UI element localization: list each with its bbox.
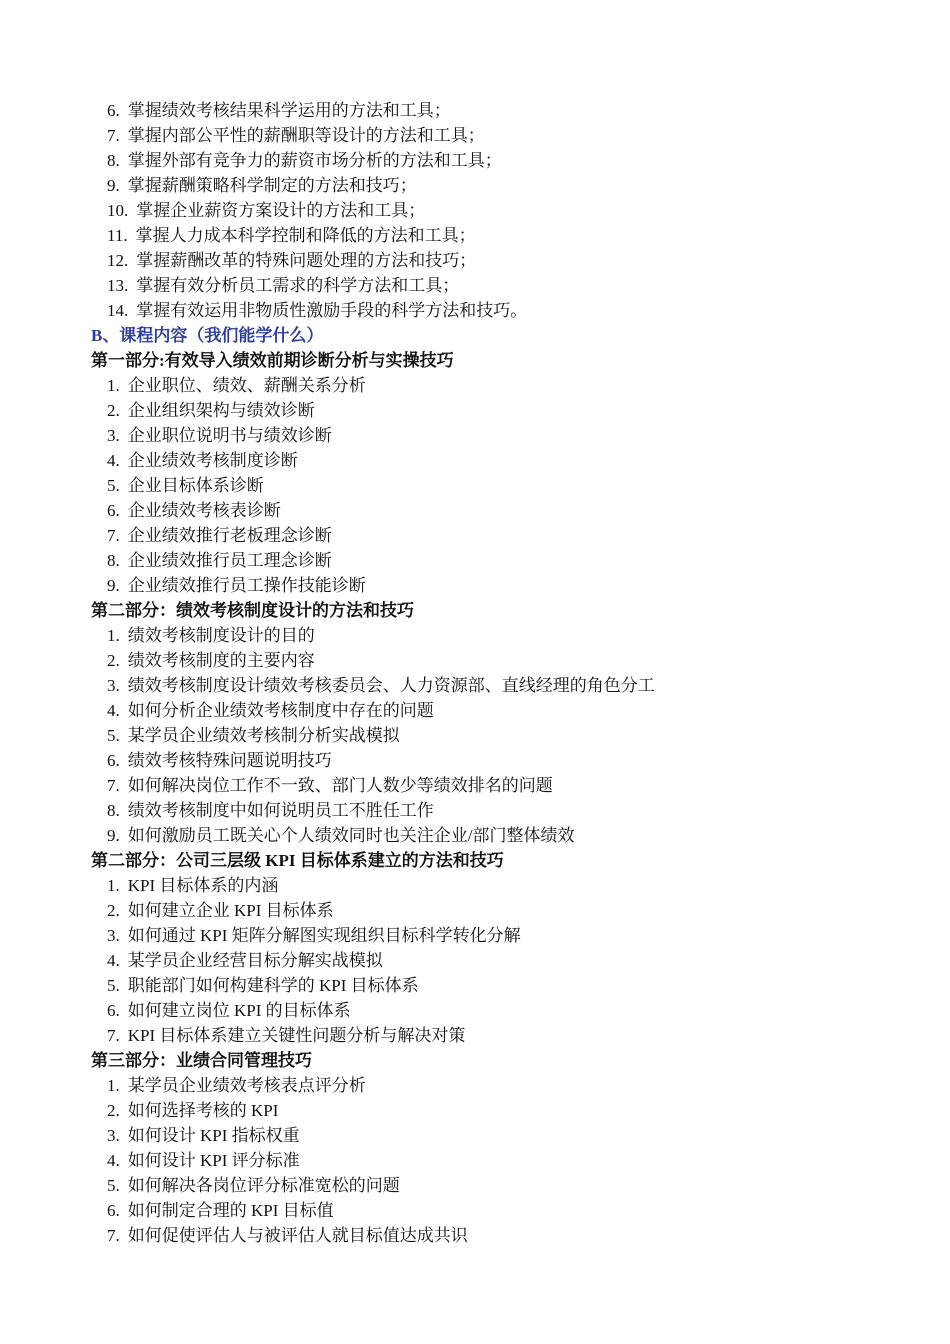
list-item <box>91 748 891 773</box>
list-item <box>91 1123 891 1148</box>
list-number: 1. <box>107 626 120 645</box>
list-number: 4. <box>107 1151 120 1170</box>
list-item <box>91 473 891 498</box>
list-item-text: 如何解决各岗位评分标准宽松的问题 <box>127 1176 400 1195</box>
list-item-text: 如何建立企业 KPI 目标体系 <box>127 901 334 920</box>
list-item <box>91 1023 891 1048</box>
objective-text: 掌握人力成本科学控制和降低的方法和工具； <box>135 226 476 245</box>
list-item <box>91 923 891 948</box>
list-item <box>91 573 891 598</box>
list-number: 12. <box>107 251 129 270</box>
list-number: 6. <box>107 1201 120 1220</box>
list-number: 9. <box>107 576 120 595</box>
objective-item <box>91 298 891 323</box>
list-number: 2. <box>107 651 120 670</box>
list-item <box>91 648 891 673</box>
list-number: 7. <box>107 1226 120 1245</box>
list-number: 3. <box>107 926 120 945</box>
objective-text: 掌握内部公平性的薪酬职等设计的方法和工具； <box>127 126 485 145</box>
list-item <box>91 423 891 448</box>
list-item <box>91 498 891 523</box>
list-number: 5. <box>107 976 120 995</box>
list-number: 3. <box>107 1126 120 1145</box>
list-item-text: 绩效考核制度设计的目的 <box>127 626 315 645</box>
objective-text: 掌握外部有竞争力的薪资市场分析的方法和工具； <box>127 151 502 170</box>
objective-item <box>91 248 891 273</box>
objective-item <box>91 223 891 248</box>
list-item <box>91 698 891 723</box>
list-item <box>91 398 891 423</box>
part-title: 第一部分:有效导入绩效前期诊断分析与实操技巧 <box>91 351 454 370</box>
list-item <box>91 373 891 398</box>
list-number: 3. <box>107 426 120 445</box>
course-parts <box>91 348 891 1248</box>
list-item <box>91 973 891 998</box>
list-item <box>91 448 891 473</box>
list-item <box>91 823 891 848</box>
list-number: 1. <box>107 876 120 895</box>
list-number: 5. <box>107 476 120 495</box>
list-item-text: 某学员企业经营目标分解实战模拟 <box>127 951 383 970</box>
list-item-text: 某学员企业绩效考核制分析实战模拟 <box>127 726 400 745</box>
list-item <box>91 1073 891 1098</box>
list-number: 14. <box>107 301 129 320</box>
list-item <box>91 1098 891 1123</box>
list-item-text: 如何解决岗位工作不一致、部门人数少等绩效排名的问题 <box>127 776 553 795</box>
objective-text: 掌握薪酬改革的特殊问题处理的方法和技巧； <box>136 251 477 270</box>
list-number: 7. <box>107 526 120 545</box>
list-item-text: 企业职位、绩效、薪酬关系分析 <box>127 376 366 395</box>
list-item-text: 企业职位说明书与绩效诊断 <box>127 426 332 445</box>
list-item <box>91 798 891 823</box>
list-item-text: 职能部门如何构建科学的 KPI 目标体系 <box>127 976 419 995</box>
objective-text: 掌握有效分析员工需求的科学方法和工具； <box>136 276 460 295</box>
objective-item <box>91 198 891 223</box>
list-number: 4. <box>107 951 120 970</box>
list-number: 5. <box>107 1176 120 1195</box>
list-item <box>91 623 891 648</box>
list-number: 7. <box>107 1026 120 1045</box>
list-number: 2. <box>107 901 120 920</box>
section-b-title: B、课程内容（我们能学什么） <box>91 326 324 345</box>
part-title: 第二部分：公司三层级 KPI 目标体系建立的方法和技巧 <box>91 851 504 870</box>
list-number: 8. <box>107 551 120 570</box>
list-item <box>91 898 891 923</box>
list-number: 7. <box>107 776 120 795</box>
list-item-text: 如何促使评估人与被评估人就目标值达成共识 <box>127 1226 468 1245</box>
list-item <box>91 523 891 548</box>
list-number: 6. <box>107 101 120 120</box>
part-title: 第三部分：业绩合同管理技巧 <box>91 1051 312 1070</box>
list-number: 2. <box>107 1101 120 1120</box>
objective-item <box>91 123 891 148</box>
objectives-list <box>91 98 891 323</box>
objective-text: 掌握有效运用非物质性激励手段的科学方法和技巧。 <box>136 301 528 320</box>
list-number: 1. <box>107 376 120 395</box>
list-item-text: 如何设计 KPI 指标权重 <box>127 1126 300 1145</box>
list-item <box>91 948 891 973</box>
list-number: 7. <box>107 126 120 145</box>
list-item-text: 如何设计 KPI 评分标准 <box>127 1151 300 1170</box>
list-item <box>91 1148 891 1173</box>
list-item-text: 企业绩效推行员工操作技能诊断 <box>127 576 366 595</box>
list-item-text: 绩效考核制度的主要内容 <box>127 651 315 670</box>
list-number: 9. <box>107 826 120 845</box>
list-item-text: 企业目标体系诊断 <box>127 476 264 495</box>
list-item <box>91 1198 891 1223</box>
list-number: 11. <box>107 226 128 245</box>
list-item <box>91 1173 891 1198</box>
list-item-text: 如何选择考核的 KPI <box>127 1101 279 1120</box>
list-item <box>91 673 891 698</box>
list-item-text: KPI 目标体系建立关键性问题分析与解决对策 <box>127 1026 466 1045</box>
list-item-text: 企业绩效考核制度诊断 <box>127 451 298 470</box>
list-item <box>91 773 891 798</box>
objective-item <box>91 148 891 173</box>
list-number: 5. <box>107 726 120 745</box>
list-number: 8. <box>107 151 120 170</box>
objective-item <box>91 273 891 298</box>
list-number: 6. <box>107 501 120 520</box>
list-item <box>91 723 891 748</box>
objective-item <box>91 173 891 198</box>
list-item-text: 企业绩效推行老板理念诊断 <box>127 526 332 545</box>
list-item-text: 绩效考核特殊问题说明技巧 <box>127 751 332 770</box>
list-item-text: 企业组织架构与绩效诊断 <box>127 401 315 420</box>
list-number: 6. <box>107 751 120 770</box>
list-number: 10. <box>107 201 129 220</box>
list-item-text: 如何通过 KPI 矩阵分解图实现组织目标科学转化分解 <box>127 926 521 945</box>
list-number: 4. <box>107 701 120 720</box>
list-number: 4. <box>107 451 120 470</box>
list-number: 8. <box>107 801 120 820</box>
list-number: 3. <box>107 676 120 695</box>
part-title: 第二部分：绩效考核制度设计的方法和技巧 <box>91 601 414 620</box>
list-number: 6. <box>107 1001 120 1020</box>
list-item-text: KPI 目标体系的内涵 <box>127 876 279 895</box>
list-number: 1. <box>107 1076 120 1095</box>
list-item <box>91 1223 891 1248</box>
list-item <box>91 873 891 898</box>
list-item-text: 绩效考核制度中如何说明员工不胜任工作 <box>127 801 434 820</box>
list-item <box>91 548 891 573</box>
objective-text: 掌握绩效考核结果科学运用的方法和工具； <box>127 101 451 120</box>
list-item-text: 某学员企业绩效考核表点评分析 <box>127 1076 366 1095</box>
list-number: 13. <box>107 276 129 295</box>
list-item-text: 如何建立岗位 KPI 的目标体系 <box>127 1001 351 1020</box>
list-item <box>91 998 891 1023</box>
list-number: 2. <box>107 401 120 420</box>
objective-text: 掌握薪酬策略科学制定的方法和技巧； <box>127 176 417 195</box>
list-item-text: 如何制定合理的 KPI 目标值 <box>127 1201 334 1220</box>
list-number: 9. <box>107 176 120 195</box>
list-item-text: 如何激励员工既关心个人绩效同时也关注企业/部门整体绩效 <box>127 826 575 845</box>
objective-text: 掌握企业薪资方案设计的方法和工具； <box>136 201 426 220</box>
list-item-text: 企业绩效考核表诊断 <box>127 501 281 520</box>
list-item-text: 企业绩效推行员工理念诊断 <box>127 551 332 570</box>
objective-item <box>91 98 891 123</box>
list-item-text: 如何分析企业绩效考核制度中存在的问题 <box>127 701 434 720</box>
list-item-text: 绩效考核制度设计绩效考核委员会、人力资源部、直线经理的角色分工 <box>127 676 655 695</box>
